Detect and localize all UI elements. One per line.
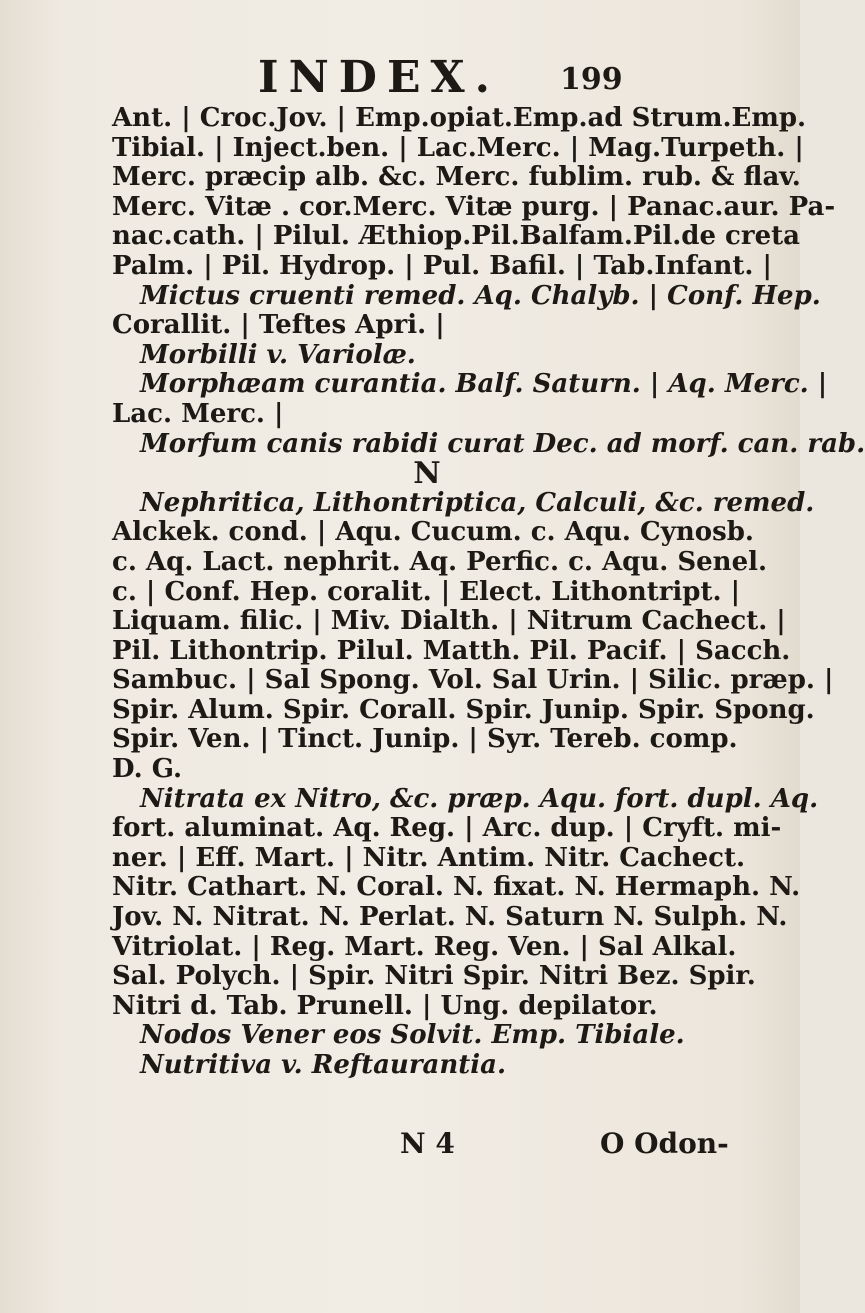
page-header (0, 52, 800, 104)
text-line: Corallit. | Teftes Apri. | (112, 310, 445, 341)
text-line: c. | Conf. Hep. coralit. | Elect. Lithontript. | (112, 576, 741, 607)
text-line: fort. aluminat. Aq. Reg. | Arc. dup. | Cryft. mi- (112, 813, 782, 844)
text-line: Nitri d. Tab. Prunell. | Ung. depilator. (112, 990, 658, 1021)
text-line: Tibial. | Inject.ben. | Lac.Merc. | Mag.Turpeth. | (112, 132, 804, 163)
page-number: 199 (560, 62, 623, 97)
text-line: Vitriolat. | Reg. Mart. Reg. Ven. | Sal Alkal. (112, 931, 737, 962)
text-line: nac.cath. | Pilul. Æthiop.Pil.Balfam.Pil.de creta (112, 221, 800, 252)
text-line: Merc. Vitæ . cor.Merc. Vitæ purg. | Panac.aur. Pa- (112, 191, 836, 222)
text-line: Mictus cruenti remed. Aq. Chalyb. | Conf. Hep. (140, 280, 821, 311)
text-line: D. G. (112, 754, 183, 785)
text-line: Morphæam curantia. Balf. Saturn. | Aq. Merc. | (140, 369, 828, 400)
text-line: Jov. N. Nitrat. N. Perlat. N. Saturn N. Sulph. N. (112, 902, 788, 933)
text-line: Sambuc. | Sal Spong. Vol. Sal Urin. | Silic. præp. | (112, 665, 834, 696)
text-line: Nitr. Cathart. N. Coral. N. fixat. N. Hermaph. N. (112, 872, 801, 903)
text-line: Pil. Lithontrip. Pilul. Matth. Pil. Pacif. | Sacch. (112, 635, 791, 666)
text-line: Spir. Alum. Spir. Corall. Spir. Junip. Spir. Spong. (112, 694, 815, 725)
text-line: Alckek. cond. | Aqu. Cucum. c. Aqu. Cynosb. (112, 517, 754, 548)
section-letter: N (413, 456, 441, 492)
text-line: Nephritica, Lithontriptica, Calculi, &c. remed. (140, 487, 815, 518)
text-line: ner. | Eff. Mart. | Nitr. Antim. Nitr. Cachect. (112, 842, 746, 873)
text-line: Morbilli v. Variolæ. (140, 339, 416, 370)
text-line: Morfum canis rabidi curat Dec. ad morf. can. rab. (140, 428, 865, 459)
text-line: Palm. | Pil. Hydrop. | Pul. Bafil. | Tab.Infant. | (112, 250, 772, 281)
text-line: Liquam. filic. | Miv. Dialth. | Nitrum Cachect. | (112, 606, 786, 637)
text-line: Ant. | Croc.Jov. | Emp.opiat.Emp.ad Strum.Emp. (112, 103, 807, 133)
index-text-block (112, 103, 865, 1081)
text-line: Nodos Vener eos Solvit. Emp. Tibiale. (140, 1020, 685, 1051)
text-line: Nitrata ex Nitro, &c. præp. Aqu. fort. dupl. Aq. (140, 783, 819, 814)
page-footer (0, 1127, 800, 1167)
signature-mark: N 4 (400, 1127, 455, 1160)
text-line: Nutritiva v. Reftaurantia. (140, 1050, 507, 1080)
text-line: Sal. Polych. | Spir. Nitri Spir. Nitri Bez. Spir. (112, 961, 756, 992)
index-title: INDEX. (258, 52, 500, 103)
catchword: O Odon- (600, 1127, 729, 1160)
text-line: Spir. Ven. | Tinct. Junip. | Syr. Tereb. comp. (112, 724, 738, 755)
text-line: Merc. præcip alb. &c. Merc. fublim. rub. & flav. (112, 162, 801, 193)
text-line: c. Aq. Lact. nephrit. Aq. Perfic. c. Aqu. Senel. (112, 546, 768, 577)
text-line: Lac. Merc. | (112, 398, 284, 429)
